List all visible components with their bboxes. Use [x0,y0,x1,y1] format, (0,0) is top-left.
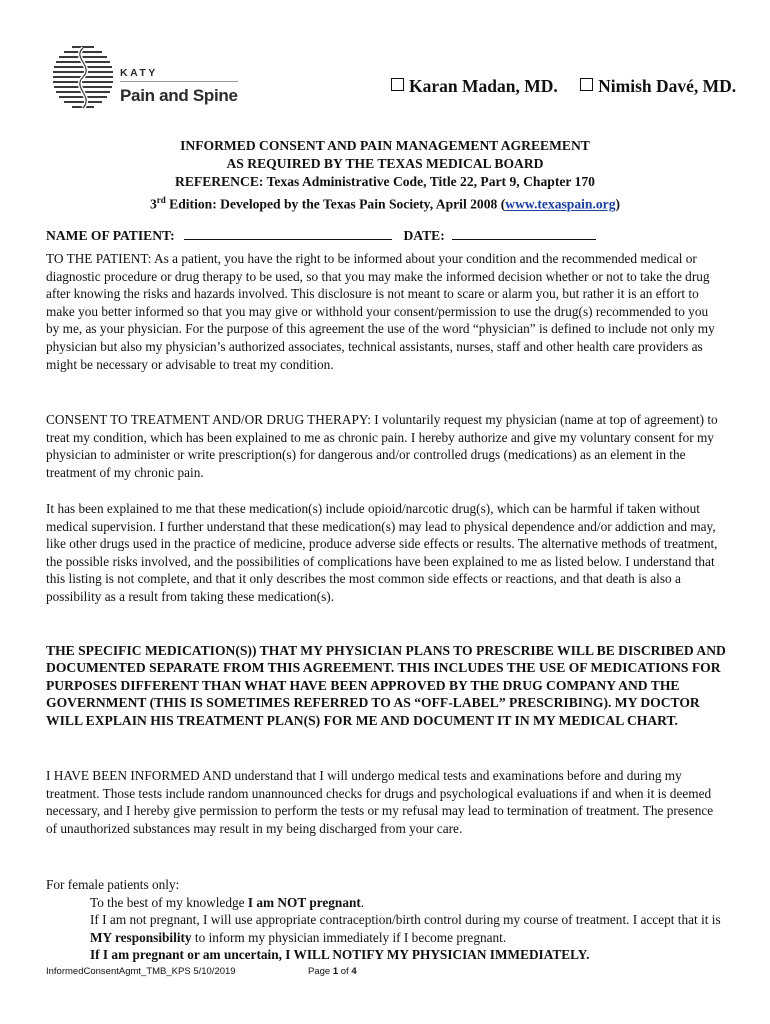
informed-paragraph: I HAVE BEEN INFORMED AND understand that I will undergo medical tests and examinations before and during my treatment. Those tests include random unannounced checks for drugs and psychological evaluations if and when it is deemed necessary, and I hereby give permission to perform the tests or my refusal may lead to termination of treatment. The presence of unauthorized substances may result in my being discharged from your care. [46,768,714,836]
consent-paragraph: CONSENT TO TREATMENT AND/OR DRUG THERAPY: I voluntarily request my physician (name at top of agreement) to treat my condition, which has been explained to me as chronic pain. I hereby authorize and give my voluntary consent for my physician to administer or write prescription(s) for dangerous and/or controlled drugs (medications) as an element in the treatment of my chronic pain. [46,412,718,480]
document-title [0,137,770,214]
patient-fields [46,227,596,244]
date-field[interactable] [452,227,596,240]
doctor-2-label: Nimish Davé, MD. [598,76,737,96]
logo-emblem-icon [50,44,116,114]
logo-divider [120,81,238,82]
title-line-1: INFORMED CONSENT AND PAIN MANAGEMENT AGREEMENT [180,138,590,153]
date-label: DATE: [403,228,445,243]
specific-medication-paragraph: THE SPECIFIC MEDICATION(S)) THAT MY PHYSICIAN PLANS TO PRESCRIBE WILL BE DISCRIBED AND DOCUMENTED SEPARATE FROM THIS AGREEMENT. THIS INCLUDES THE USE OF MEDICATIONS FOR PURPOSES DIFFERENT THAN WHAT HAVE BEEN APPROVED BY THE DRUG COMPANY AND THE GOVERNMENT (THIS IS SOMETIMES REFERRED TO AS “OFF-LABEL” PRESCRIBING). MY DOCTOR WILL EXPLAIN HIS TREATMENT PLAN(S) FOR ME AND DOCUMENT IT IN MY MEDICAL CHART. [46,643,726,728]
female-patients-section [46,876,724,964]
to-patient-paragraph: TO THE PATIENT: As a patient, you have the right to be informed about your condition and the recommended medical or diagnostic procedure or drug therapy to be used, so that you may make the informed decision whether or not to take the drug after knowing the risks and hazards involved. This disclosure is not meant to scare or alarm you, but rather it is an effort to make you better informed so that you may give or withhold your consent/permission to use the drug(s) recommended to you by me, as your physician. For the purpose of this agreement the use of the word “physician” is defined to include not only my physician but also my physician’s authorized associates, technical assistants, nurses, staff and other health care providers as might be necessary or advisable to treat my condition. [46,251,715,372]
katy-pain-spine-logo [50,44,250,114]
logo-name-text: Pain and Spine [120,86,238,105]
footer-doc-id: InformedConsentAgmt_TMB_KPS 5/10/2019 [46,966,236,977]
logo-katy-text: KATY [120,67,158,79]
female-intro: For female patients only: [46,877,180,892]
explained-paragraph: It has been explained to me that these medication(s) include opioid/narcotic drug(s), which can be harmful if taken without medical supervision. I further understand that these medication(s) may lead to physical dependence and/or addiction and may, like other drugs used in the practice of medicine, produce adverse side effects or results. The alternative methods of treatment, the possible risks involved, and the possibilities of complications have been explained to me as listed below. I understand that this listing is not complete, and that it only describes the most common side effects or reactions, and that death is also a possibility as a result from taking these medication(s). [46,501,718,604]
doctor-option-1 [391,76,562,96]
patient-name-field[interactable] [184,227,392,240]
doctor-2-checkbox[interactable] [580,78,593,91]
title-line-4: 3rd Edition: Developed by the Texas Pain Society, April 2008 (www.texaspain.org) [149,195,621,212]
female-item-contraception: If I am not pregnant, I will use appropriate contraception/birth control during my course of treatment. I accept that it is MY responsibility to inform my physician immediately if I become pregnant. [90,912,721,945]
doctor-1-label: Karan Madan, MD. [409,76,558,96]
title-line-3: REFERENCE: Texas Administrative Code, Title 22, Part 9, Chapter 170 [175,174,595,189]
doctor-1-checkbox[interactable] [391,78,404,91]
female-item-notify: If I am pregnant or am uncertain, I WILL NOTIFY MY PHYSICIAN IMMEDIATELY. [90,947,590,963]
physician-selection [391,76,754,97]
texaspain-link[interactable]: www.texaspain.org [505,196,616,212]
female-item-not-pregnant: To the best of my knowledge I am NOT pregnant. [90,894,365,910]
footer-page-number: Page 1 of 4 [308,966,357,977]
patient-name-label: NAME OF PATIENT: [46,228,175,243]
doctor-option-2 [580,76,736,96]
title-line-2: AS REQUIRED BY THE TEXAS MEDICAL BOARD [226,156,544,171]
